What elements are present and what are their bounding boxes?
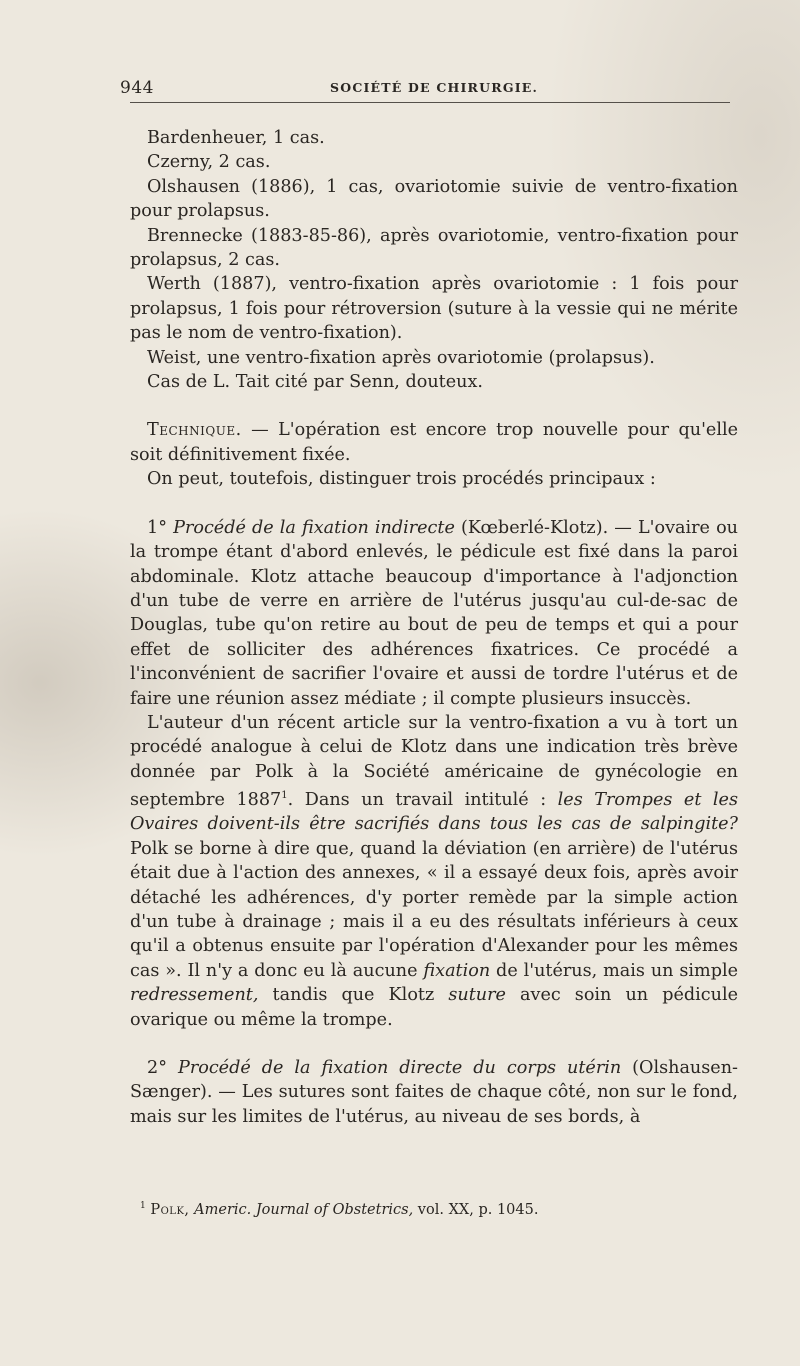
paragraph-polk [130,711,738,1032]
paragraph: Olshausen (1886), 1 cas, ovariotomie suivie de ventro-fixation pour prolapsus. [130,176,738,222]
technique-paragraph [130,418,738,467]
emphasis: fixation [423,960,491,981]
running-title: SOCIÉTÉ DE CHIRURGIE. [330,80,539,95]
header-rule [130,102,730,103]
footnote-ref: 1 [281,790,288,802]
paragraph: Bardenheuer, 1 cas. [147,128,325,148]
footnote-marker: 1 [140,1201,146,1211]
paragraph: Weist, une ventro-fixation après ovariotomie (prolapsus). [147,347,655,368]
paragraph: Czerny, 2 cas. [147,152,271,173]
article-title: les Trompes et les Ovaires doivent-ils être sacrifiés dans tous les cas de salpingite? [130,790,738,835]
text-run: de l'utérus, mais un simple [490,960,738,981]
paragraph: On peut, toutefois, distinguer trois procédés principaux : [147,469,656,490]
technique-text: — L'opération est encore trop nouvelle pour qu'elle soit définitivement fixée. [130,420,738,465]
text-run: tandis que Klotz [258,985,449,1006]
procedure-number: 1° [147,517,174,538]
body-text [130,126,738,1129]
procedure-title: Procédé de la fixation directe du corps utérin [177,1058,622,1079]
footnote-author: Polk, [150,1201,190,1218]
footnote-journal: Americ. Journal of Obstetrics, [194,1201,414,1218]
emphasis: suture [448,985,506,1006]
emphasis: redressement, [130,985,259,1006]
page-header [120,78,730,102]
paragraph: Cas de L. Tait cité par Senn, douteux. [147,372,483,393]
text-run: avec soin un pédicule ovarique ou même la trompe. [130,985,739,1030]
text-run: L'auteur d'un récent article sur la ventro-fixation a vu à tort un procédé analogue à celui de Klotz dans une indication très brève donnée par Polk à la Société américaine de gynécologie en septembre 1887 [130,712,738,811]
procedure-2 [130,1056,738,1129]
procedure-title: Procédé de la fixation indirecte [173,517,455,538]
footnote [140,1196,730,1220]
text-run: Polk se borne à dire que, quand la déviation (en arrière) de l'utérus était due à l'action des annexes, « il a essayé deux fois, après avoir détaché les adhérences, d'y porter remède par la simple action d'un tube à drainage ; mais il a eu des résultats inférieurs à ceux qu'il a obtenus ensuite par l'opération d'Alexander pour les mêmes cas ». Il n'y a donc eu là aucune [130,838,738,981]
paragraph: Brennecke (1883-85-86), après ovariotomie, ventro-fixation pour prolapsus, 2 cas. [130,225,738,271]
procedure-text: (Kœberlé-Klotz). — L'ovaire ou la trompe étant d'abord enlevés, le pédicule est fixé dans la paroi abdominale. Klotz attache beaucoup d'importance à l'adjonction d'un tube de verre en arrière de l'utérus jusqu'au cul-de-sac de Douglas, tube qu'on retire au bout de peu de temps et qui a pour effet de solliciter des adhérences fixatrices. Ce procédé a l'inconvénient de sacrifier l'ovaire et aussi de tordre l'utérus et de faire une réunion assez médiate ; il compte plusieurs insuccès. [130,517,738,709]
text-run: . Dans un travail intitulé : [287,790,558,811]
procedure-text: (Olshausen-Sænger). — Les sutures sont faites de chaque côté, non sur le fond, mais sur les limites de l'utérus, au niveau de ses bords, à [130,1058,738,1127]
procedure-1 [130,516,738,711]
footnote-ref: vol. XX, p. 1045. [413,1201,539,1218]
procedure-number: 2° [147,1058,178,1079]
section-label: Technique. [147,420,242,441]
paragraph: Werth (1887), ventro-fixation après ovariotomie : 1 fois pour prolapsus, 1 fois pour rétroversion (suture à la vessie qui ne mérite pas le nom de ventro-fixation). [130,274,738,344]
page-number: 944 [120,78,154,98]
